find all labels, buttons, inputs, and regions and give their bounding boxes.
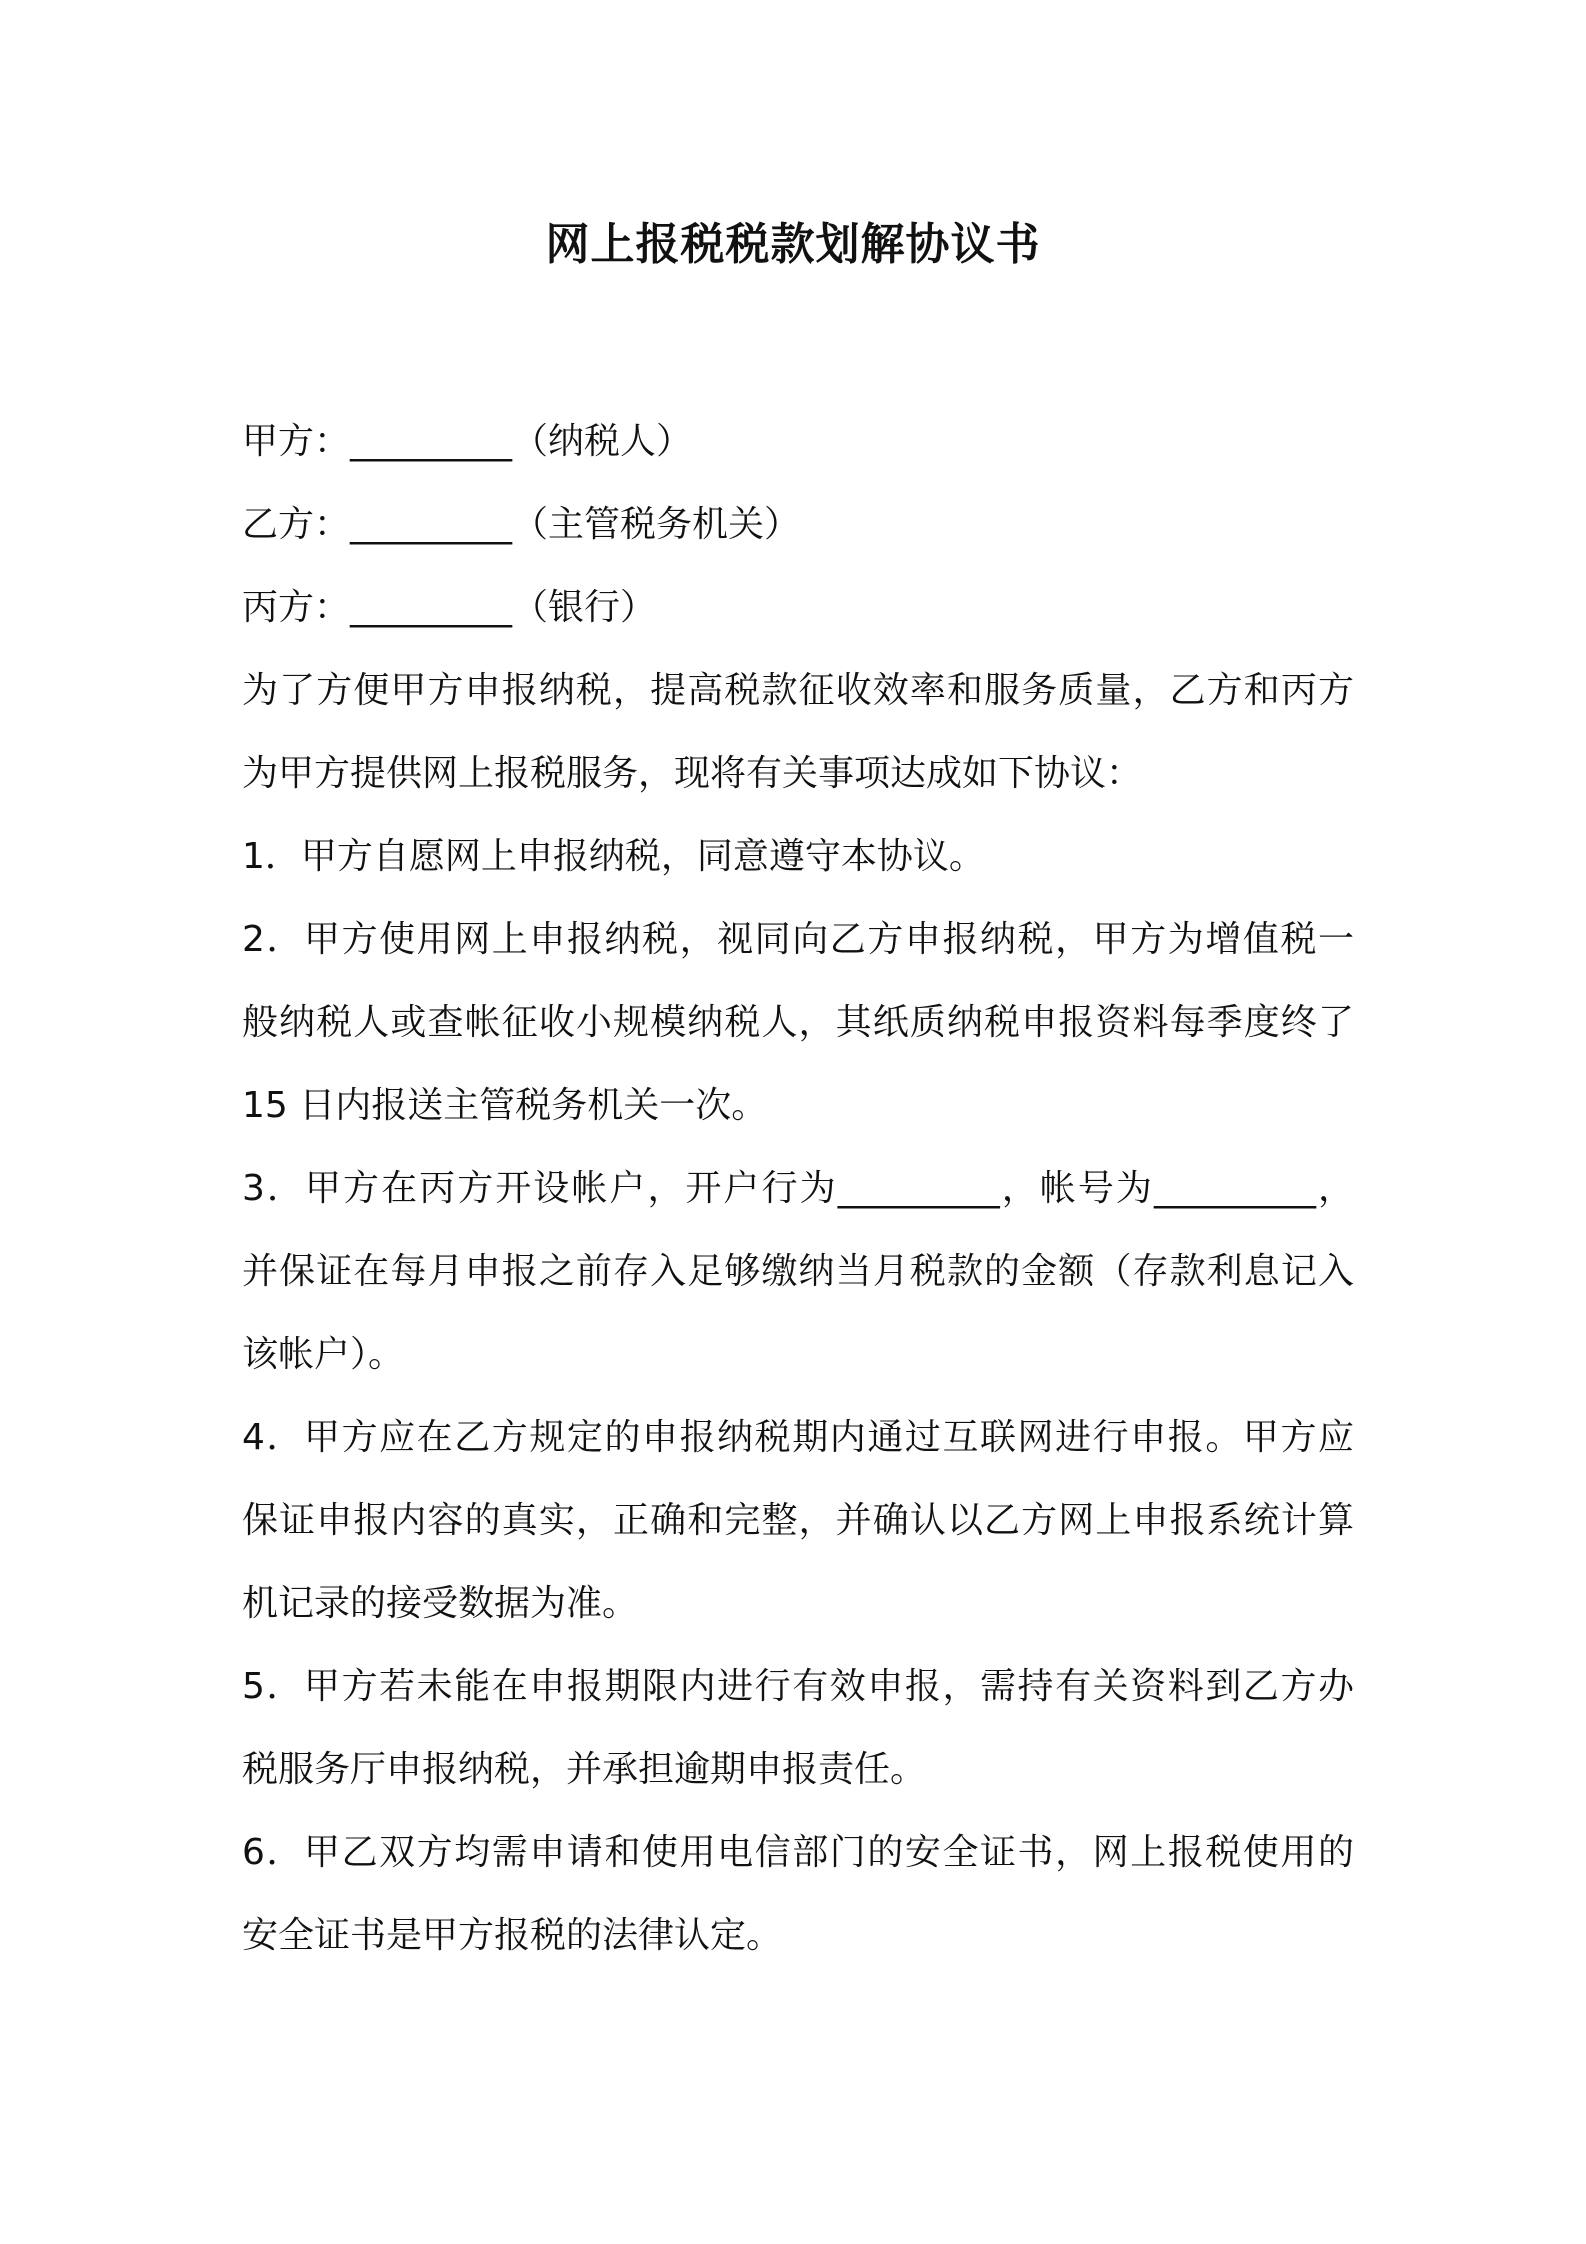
party-b-line: 乙方：_________（主管税务机关） — [242, 504, 801, 545]
intro-line: 为甲方提供网上报税服务，现将有关事项达成如下协议： — [242, 753, 1143, 794]
clause-2-line: 般纳税人或查帐征收小规模纳税人，其纸质纳税申报资料每季度终了 — [242, 1002, 1354, 1043]
document-title: 网上报税税款划解协议书 — [545, 219, 1041, 270]
document-body — [242, 400, 1354, 1977]
clause-1-line: 1．甲方自愿网上申报纳税，同意遵守本协议。 — [242, 836, 985, 877]
clause-3-line: 该帐户）。 — [242, 1334, 405, 1375]
party-a-line: 甲方：_________（纳税人） — [242, 421, 693, 462]
clause-5-line: 税服务厅申报纳税，并承担逾期申报责任。 — [242, 1749, 927, 1790]
intro-line: 为了方便甲方申报纳税，提高税款征收效率和服务质量，乙方和丙方 — [242, 670, 1354, 711]
clause-6-line: 安全证书是甲方报税的法律认定。 — [242, 1915, 783, 1956]
party-c-line: 丙方：_________（银行） — [242, 587, 657, 628]
clause-4-line: 4．甲方应在乙方规定的申报纳税期内通过互联网进行申报。甲方应 — [242, 1417, 1354, 1458]
clause-4-line: 保证申报内容的真实，正确和完整，并确认以乙方网上申报系统计算 — [242, 1500, 1354, 1541]
clause-4-line: 机记录的接受数据为准。 — [242, 1583, 639, 1624]
clause-3-line: 3．甲方在丙方开设帐户，开户行为_________，帐号为_________， — [242, 1168, 1354, 1209]
clause-2-line: 15 日内报送主管税务机关一次。 — [242, 1085, 768, 1126]
clause-5-line: 5．甲方若未能在申报期限内进行有效申报，需持有关资料到乙方办 — [242, 1666, 1354, 1707]
clause-3-line: 并保证在每月申报之前存入足够缴纳当月税款的金额（存款利息记入 — [242, 1251, 1354, 1292]
clause-2-line: 2．甲方使用网上申报纳税，视同向乙方申报纳税，甲方为增值税一 — [242, 919, 1354, 960]
clause-6-line: 6．甲乙双方均需申请和使用电信部门的安全证书，网上报税使用的 — [242, 1832, 1354, 1873]
